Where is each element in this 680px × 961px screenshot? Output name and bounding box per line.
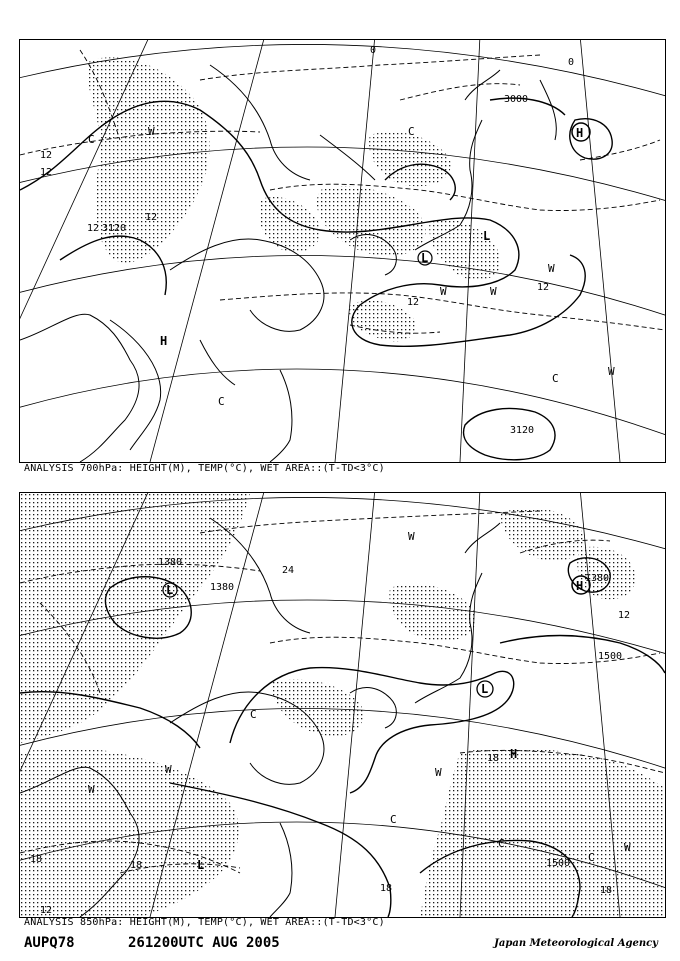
map-panel-700hpa [19, 39, 666, 463]
contour-label: 12 [145, 212, 158, 223]
contour-label: 1500 [598, 651, 623, 662]
wet-area-stipple [88, 57, 501, 341]
contour-label: 3120 [510, 425, 535, 436]
contour-label: 12 [40, 167, 53, 178]
contour-label: 1380 [158, 557, 183, 568]
contour-label: 18 [600, 885, 613, 896]
contour-label: 12 [87, 223, 100, 234]
warm-label: W [88, 783, 95, 796]
contour-label: 0 [568, 57, 575, 68]
warm-label: W [148, 125, 155, 138]
pressure-center-label: L [197, 858, 205, 872]
map-700hpa-canvas [20, 40, 665, 462]
pressure-center-label: H [576, 579, 584, 593]
contour-label: 12 [407, 297, 420, 308]
cold-label: C [408, 125, 415, 138]
contour-label: 18 [130, 860, 143, 871]
agency-name: Japan Meteorological Agency [494, 938, 658, 949]
contour-label: 24 [282, 565, 295, 576]
caption-700hpa: ANALYSIS 700hPa: HEIGHT(M), TEMP(°C), WET AREA::(T-TD<3°C) [24, 463, 385, 474]
contour-label: 12 [40, 150, 53, 161]
warm-label: W [608, 365, 615, 378]
contour-label: 3000 [504, 94, 529, 105]
cold-label: C [588, 851, 595, 864]
contour-label: 3120 [102, 223, 127, 234]
cold-label: C [498, 837, 505, 850]
contour-label: 12 [537, 282, 550, 293]
pressure-center-label: H [160, 334, 168, 348]
warm-label: W [440, 285, 447, 298]
warm-label: W [490, 285, 497, 298]
pressure-center-label: H [510, 747, 518, 761]
contour-label: 18 [380, 883, 393, 894]
pressure-center-label: L [483, 229, 491, 243]
pressure-center-label: H [576, 126, 584, 140]
cold-label: C [88, 133, 95, 146]
contour-label: 1380 [585, 573, 610, 584]
warm-label: W [408, 530, 415, 543]
contour-label: 12 [618, 610, 631, 621]
cold-label: C [250, 708, 257, 721]
pressure-center-label: L [481, 682, 489, 696]
warm-label: W [435, 766, 442, 779]
map-850hpa-canvas [20, 493, 665, 917]
map-panel-850hpa [19, 492, 666, 918]
caption-850hpa: ANALYSIS 850hPa: HEIGHT(M), TEMP(°C), WET AREA::(T-TD<3°C) [24, 917, 385, 928]
chart-id: AUPQ78 [24, 935, 75, 951]
cold-label: C [552, 372, 559, 385]
contour-label: 1500 [546, 858, 571, 869]
contour-label: 18 [487, 753, 500, 764]
warm-label: W [165, 763, 172, 776]
contour-label: 18 [30, 854, 43, 865]
pressure-center-label: L [421, 251, 429, 265]
contour-label: 0 [370, 45, 377, 56]
contour-label: 12 [40, 905, 53, 916]
pressure-center-label: L [166, 583, 174, 597]
valid-time: 261200UTC AUG 2005 [128, 935, 280, 951]
warm-label: W [624, 841, 631, 854]
contour-label: 1380 [210, 582, 235, 593]
cold-label: C [218, 395, 225, 408]
warm-label: W [548, 262, 555, 275]
wet-area-stipple [20, 493, 665, 917]
cold-label: C [390, 813, 397, 826]
